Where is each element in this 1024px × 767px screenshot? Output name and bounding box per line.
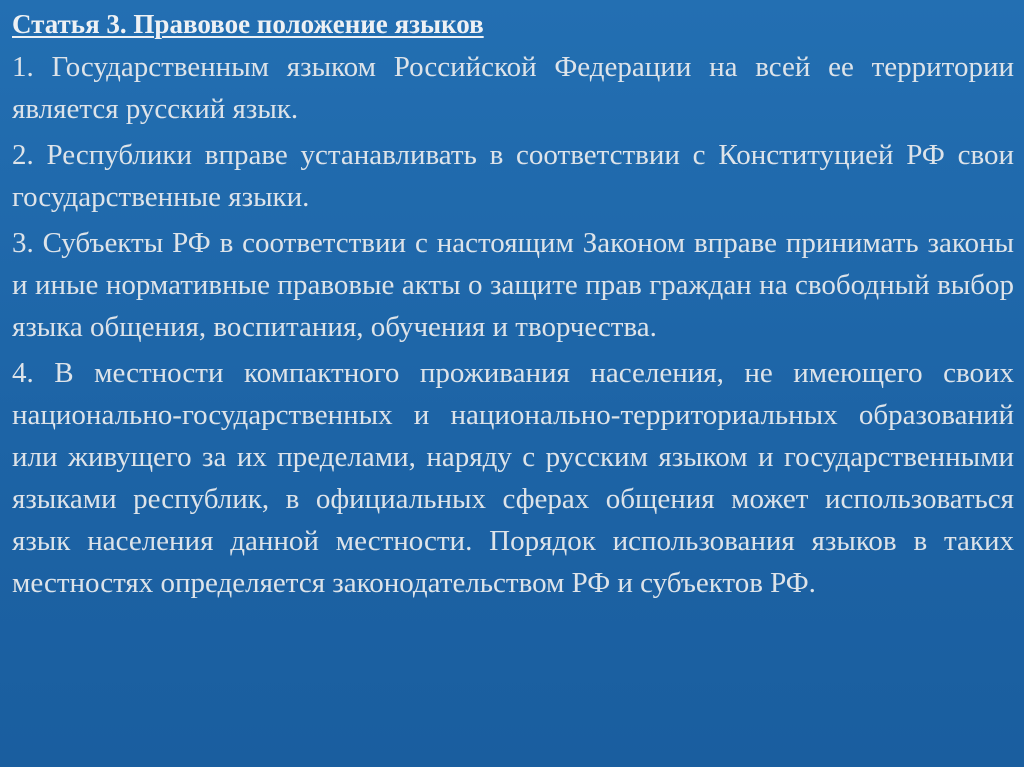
paragraph-2: 2. Республики вправе устанавливать в соответствии с Конституцией РФ свои государственные языки. [12,139,1014,213]
paragraph-4: 4. В местности компактного проживания населения, не имеющего своих национально-государственных и национально-территориальных образований или живущего за их пределами, наряду с русским языком и государственными языками республик, в официальных сферах общения может использоваться язык населения данной местности. Порядок использования языков в таких местностях определяется законодательством РФ и субъектов РФ. [12,357,1014,599]
article-title: Статья 3. Правовое положение языков [12,9,484,39]
paragraph-1: 1. Государственным языком Российской Федерации на всей ее территории является русский язык. [12,51,1014,125]
paragraph-3: 3. Субъекты РФ в соответствии с настоящим Законом вправе принимать законы и иные нормативные правовые акты о защите прав граждан на свободный выбор языка общения, воспитания, обучения и творчества. [12,227,1014,343]
article-text-box [12,2,1014,604]
